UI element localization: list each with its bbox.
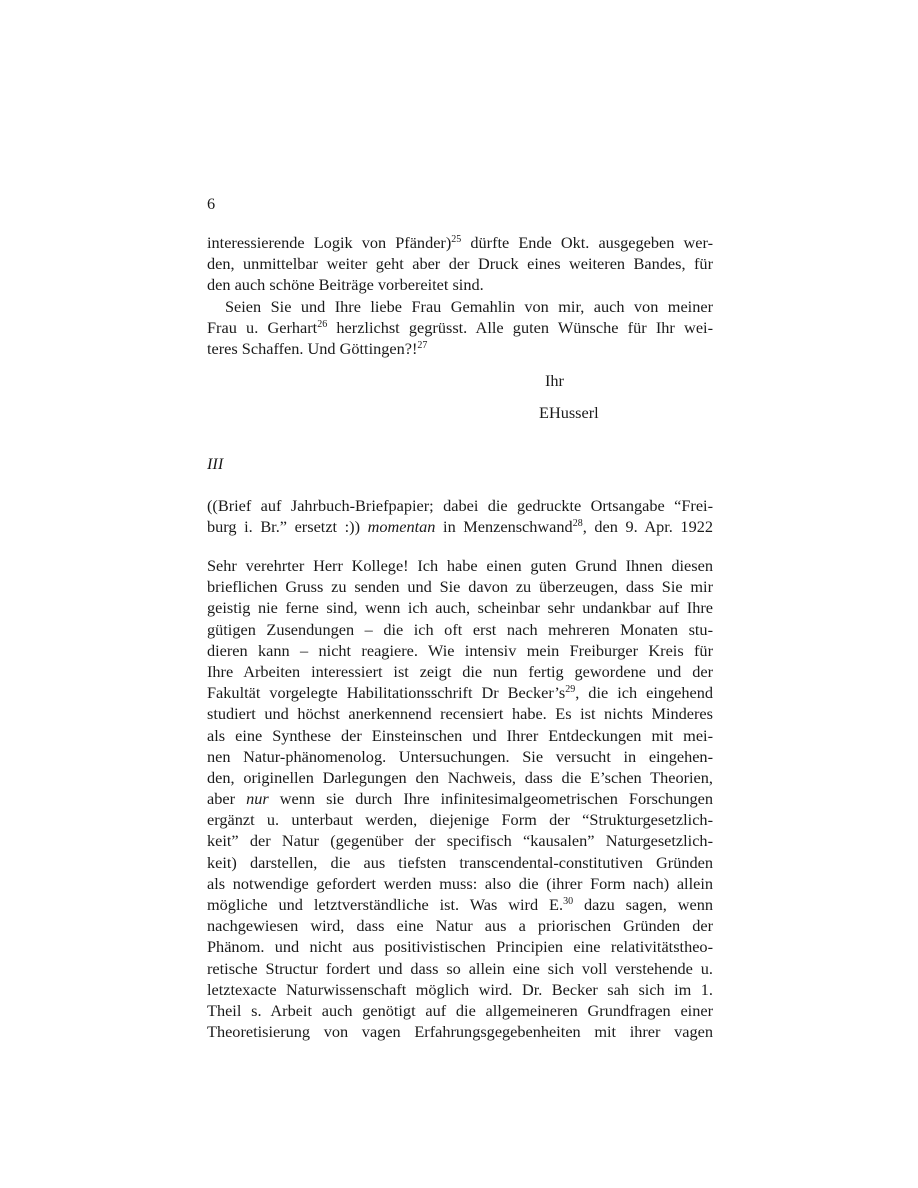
footnote-ref: 28 bbox=[572, 518, 583, 530]
section-heading: III bbox=[207, 454, 224, 473]
text-line: brieflichen Gruss zu senden und Sie davon zu überzeugen, dass Sie mir bbox=[207, 577, 713, 597]
text-line: als eine Synthese der Einsteinschen und Ihrer Entdeckungen mit mei- bbox=[207, 725, 713, 745]
text-line: letztexacte Naturwissenschaft möglich wird. Dr. Becker sah sich im 1. bbox=[207, 979, 713, 999]
text-line: mögliche und letztverständliche ist. Was wird E.$^{30}$ dazu sagen, wenn bbox=[207, 895, 713, 914]
text-line: keit) darstellen, die aus tiefsten transcendental-constitutiven Gründen bbox=[207, 852, 713, 872]
text-line: Theoretisierung von vagen Erfahrungsgegebenheiten mit ihrer vagen bbox=[207, 1022, 713, 1042]
page-number: 6 bbox=[207, 194, 216, 213]
text-line: den auch schöne Beiträge vorbereitet sind. bbox=[207, 275, 484, 295]
text-line: Theil s. Arbeit auch genötigt auf die allgemeineren Grundfragen einer bbox=[207, 1000, 713, 1020]
footnote-ref: 29 bbox=[565, 684, 576, 696]
footnote-ref: 30 bbox=[563, 896, 574, 907]
footnote-ref: 27 bbox=[417, 339, 428, 351]
text-line: ((Brief auf Jahrbuch-Briefpapier; dabei die gedruckte Ortsangabe “Frei- bbox=[207, 496, 713, 515]
text-line: Fakultät vorgelegte Habilitationsschrift Dr $Becker’s^{29}$, die ich eingehend bbox=[207, 683, 713, 703]
footnote-ref: 26 bbox=[317, 318, 328, 330]
closing-word: Ihr bbox=[545, 371, 564, 390]
text-line: interessierende Logik von Pfänder)$^{25}$ dürfte Ende Okt. ausgegeben wer- bbox=[207, 233, 713, 252]
text-line: den, unmittelbar weiter geht aber der Druck eines weiteren Bandes, für bbox=[207, 254, 713, 274]
greeting-paragraph bbox=[207, 296, 713, 360]
text-line: ergänzt u. unterbaut werden, diejenige Form der “Strukturgesetzlich- bbox=[207, 810, 713, 830]
letter-body bbox=[207, 555, 713, 1042]
text-line: keit” der Natur (gegenüber der specifisch “kausalen” Naturgesetzlich- bbox=[207, 831, 713, 851]
text-line: nachgewiesen wird, dass eine Natur aus a priorischen Gründen der bbox=[207, 916, 713, 936]
text-line: geistig nie ferne sind, wenn ich auch, scheinbar sehr undankbar auf Ihre bbox=[207, 598, 713, 618]
text-line: teres Schaffen. Und Göttingen?!$^{27}$ bbox=[207, 338, 428, 358]
text-line: aber nur wenn sie durch Ihre infinitesimalgeometrischen Forschungen bbox=[207, 789, 713, 809]
text-line: gütigen Zusendungen – die ich oft erst nach mehreren Monaten stu- bbox=[207, 619, 713, 639]
text-line: als notwendige gefordert werden muss: also die (ihrer Form nach) allein bbox=[207, 873, 713, 893]
letter-header-note bbox=[207, 495, 713, 537]
text-line: Frau u. Gerhart$^{26}$ herzlichst gegrüsst. Alle guten Wünsche für Ihr wei- bbox=[207, 317, 713, 337]
text-line: dieren kann – nicht reagiere. Wie intensiv mein Freiburger Kreis für bbox=[207, 640, 713, 660]
text-line: Phänom. und nicht aus positivistischen Principien eine relativitätstheo- bbox=[207, 937, 713, 957]
text-line: burg i. Br.” ersetzt :)) momentan in Menzenschwand$^{28}$, den 9. Apr. 1922 bbox=[207, 517, 713, 537]
text-line: Ihre Arbeiten interessiert ist zeigt die nun fertig gewordene und der bbox=[207, 661, 713, 681]
text-line: retische Structur fordert und dass so allein eine sich voll verstehende u. bbox=[207, 958, 713, 978]
text-line: nen Natur-phänomenolog. Untersuchungen. Sie versucht in eingehen- bbox=[207, 746, 713, 766]
text-line: Sehr verehrter Herr Kollege! Ich habe einen guten Grund Ihnen diesen bbox=[207, 556, 713, 575]
top-paragraph bbox=[207, 232, 713, 296]
signature: EHusserl bbox=[539, 403, 599, 422]
footnote-ref: 25 bbox=[451, 234, 462, 245]
text-line: Seien Sie und Ihre liebe Frau Gemahlin von mir, auch von meiner bbox=[225, 296, 713, 316]
text-line: studiert und höchst anerkennend recensiert habe. Es ist nichts Minderes bbox=[207, 704, 713, 724]
text-line: den, originellen Darlegungen den Nachweis, dass die E’schen Theorien, bbox=[207, 767, 713, 787]
